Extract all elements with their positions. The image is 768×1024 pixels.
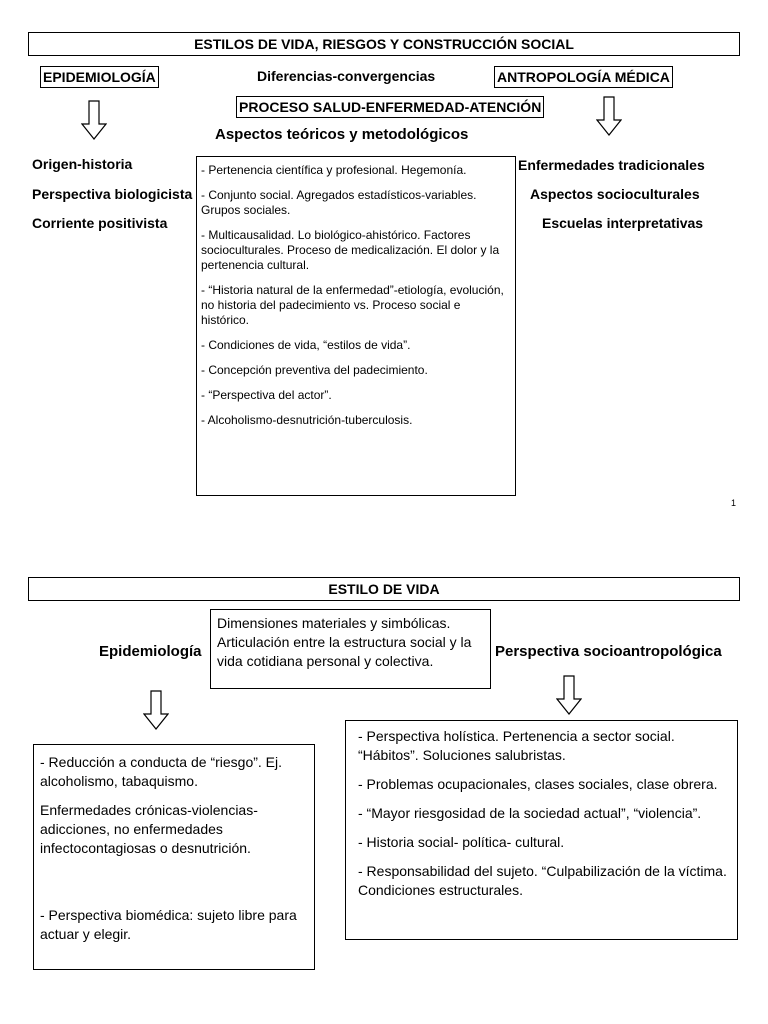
- list-item: - Perspectiva biomédica: sujeto libre para actuar y elegir.: [40, 907, 297, 942]
- list-item: - Pertenencia científica y profesional. Hegemonía.: [201, 163, 467, 177]
- down-arrow-icon: [81, 100, 107, 140]
- slide1-diferencias-heading: Diferencias-convergencias: [257, 68, 436, 84]
- slide1-right-item: Aspectos socioculturales: [530, 186, 700, 202]
- list-item: - Alcoholismo-desnutrición-tuberculosis.: [201, 413, 413, 427]
- list-item: - Reducción a conducta de “riesgo”. Ej. alcoholismo, tabaquismo.: [40, 754, 283, 789]
- slide2-left-list-box: [33, 744, 315, 970]
- slide2-right-list-box: [345, 720, 738, 940]
- slide1-left-item: Origen-historia: [32, 156, 133, 172]
- list-item: - “Mayor riesgosidad de la sociedad actual”, “violencia”.: [358, 805, 702, 821]
- slide1-center-list-box: [196, 156, 516, 496]
- slide1-left-item: Corriente positivista: [32, 215, 168, 231]
- list-item: - Problemas ocupacionales, clases sociales, clase obrera.: [358, 776, 718, 792]
- list-item: - Conjunto social. Agregados estadísticos-variables. Grupos sociales.: [201, 188, 477, 217]
- down-arrow-icon: [143, 690, 169, 730]
- down-arrow-icon: [596, 96, 622, 136]
- list-item: - Condiciones de vida, “estilos de vida”.: [201, 338, 411, 352]
- list-item: - Historia social- política- cultural.: [358, 834, 565, 850]
- down-arrow-icon: [556, 675, 582, 715]
- slide1-right-item: Enfermedades tradicionales: [518, 157, 705, 173]
- list-item: - Multicausalidad. Lo biológico-ahistórico. Factores socioculturales. Proceso de medicalización. El dolor y la pertenencia cultural.: [201, 228, 500, 272]
- list-item: - Concepción preventiva del padecimiento.: [201, 363, 428, 377]
- slide2-dimensions-box: Dimensiones materiales y simbólicas. Articulación entre la estructura social y la vida cotidiana personal y colectiva.: [210, 609, 491, 689]
- list-item: - Perspectiva holística. Pertenencia a sector social. “Hábitos”. Soluciones salubristas.: [358, 728, 675, 763]
- slide2-epidemiologia-heading: Epidemiología: [99, 643, 202, 660]
- list-item: - “Historia natural de la enfermedad”-etiología, evolución, no historia del padecimiento vs. Proceso social e histórico.: [201, 283, 504, 327]
- slide1-left-item: Perspectiva biologicista: [32, 186, 193, 202]
- slide1-right-item: Escuelas interpretativas: [542, 215, 704, 231]
- list-item: - “Perspectiva del actor”.: [201, 388, 332, 402]
- slide1-antropologia-heading: ANTROPOLOGÍA MÉDICA: [494, 66, 673, 88]
- slide1-aspectos-heading: Aspectos teóricos y metodológicos: [215, 126, 469, 143]
- slide1-epidemiologia-heading: EPIDEMIOLOGÍA: [40, 66, 159, 88]
- slide1-proceso-heading: PROCESO SALUD-ENFERMEDAD-ATENCIÓN: [236, 96, 544, 118]
- slide2-socioantropologica-heading: Perspectiva socioantropológica: [495, 643, 722, 660]
- list-item: Enfermedades crónicas-violencias-adicciones, no enfermedades infectocontagiosas o desnutrición.: [40, 802, 258, 856]
- slide2-title: ESTILO DE VIDA: [28, 577, 740, 601]
- slide1-title: ESTILOS DE VIDA, RIESGOS Y CONSTRUCCIÓN SOCIAL: [28, 32, 740, 56]
- slide1-page-number: 1: [731, 498, 737, 508]
- list-item: - Responsabilidad del sujeto. “Culpabilización de la víctima. Condiciones estructurales.: [358, 863, 727, 898]
